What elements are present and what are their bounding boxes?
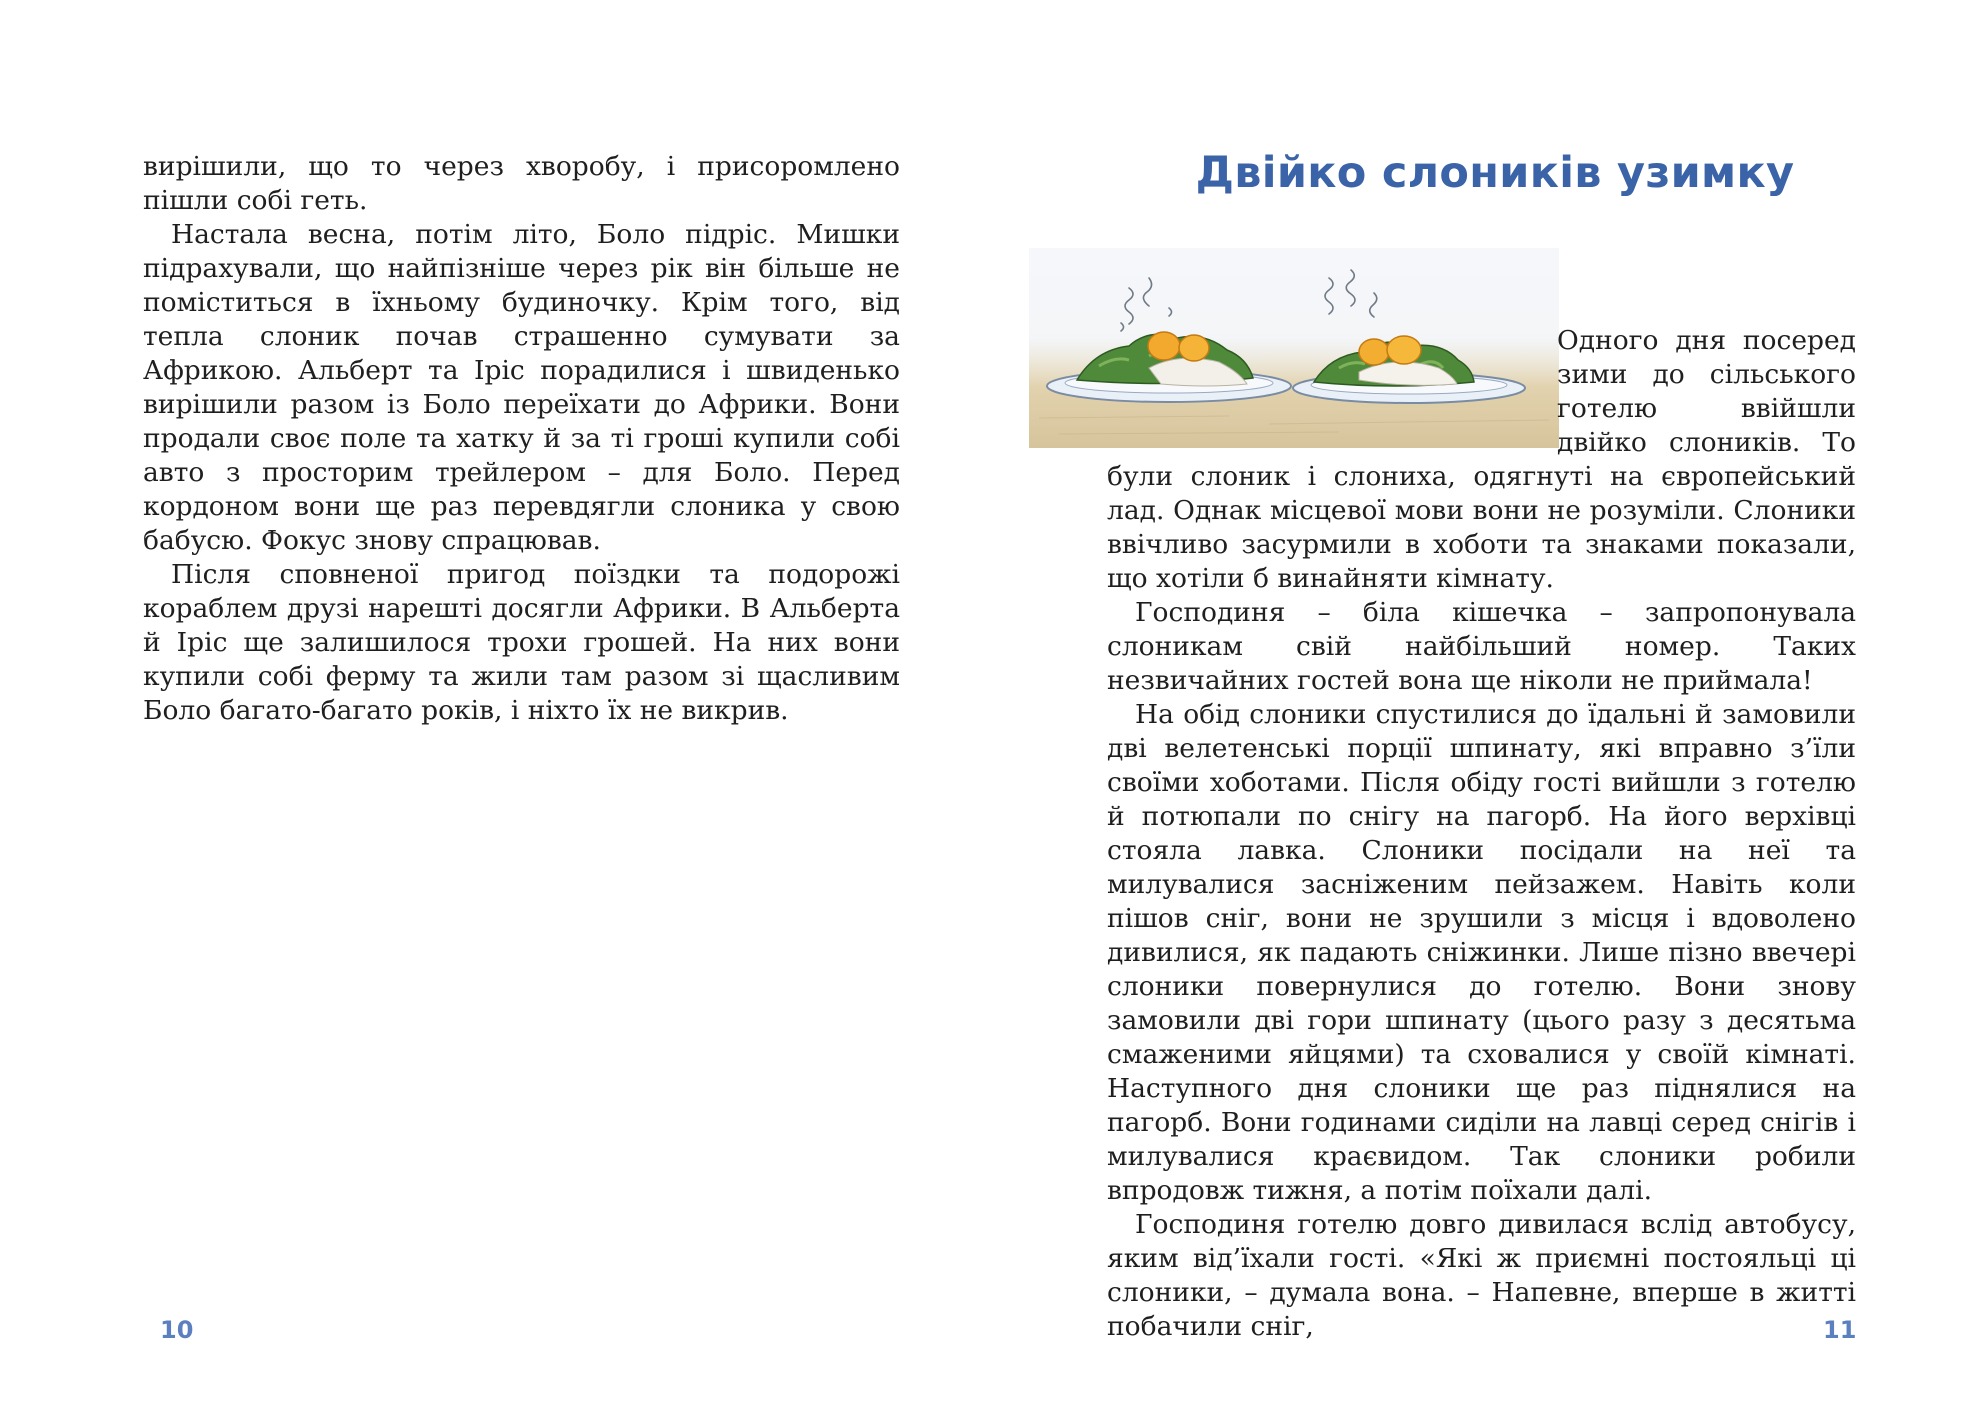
paragraph: вирішили, що то через хворобу, і присоромлено пішли собі геть. (143, 151, 900, 216)
page-number-right: 11 (1823, 1316, 1857, 1344)
chapter-title: Двійко слоників узимку (1195, 148, 1795, 198)
paragraph: Настала весна, потім літо, Боло підріс. Мишки підрахували, що найпізніше через рік він більше не поміститься в їхньому будиночку. Крім того, від тепла слоник почав страшенно сумувати за Африкою. Альберт та Іріс порадилися і швиденько вирішили разом із Боло переїхати до Африки. Вони продали своє поле та хатку й за ті гроші купили собі авто з просторим трейлером – для Боло. Перед кордоном вони ще раз перевдягли слоника у свою бабусю. Фокус знову спрацював. (143, 219, 900, 556)
paragraph: На обід слоники спустилися до їдальні й замовили дві велетенські порції шпинату, які вправно з’їли своїми хоботами. Після обіду гості вийшли з готелю й потюпали по снігу на пагорб. На його верхівці стояла лавка. Слоники посідали на неї та милувалися засніженим пейзажем. Навіть коли пішов сніг, вони не зрушили з місця і вдоволено дивилися, як падають сніжинки. Лише пізно ввечері слоники повернулися до готелю. Вони знову замовили дві гори шпинату (цього разу з десятьма смаженими яйцями) та сховалися у своїй кімнаті. Наступного дня слоники ще раз піднялися на пагорб. Вони годинами сиділи на лавці серед снігів і милувалися краєвидом. Так слоники робили впродовж тижня, а потім поїхали далі. (1107, 699, 1856, 1206)
right-body-text (1107, 324, 1856, 1344)
paragraph: Одного дня посеред зими до сільського готелю ввійшли двійко слоників. То були слоник і слониха, одягнуті на європейський лад. Однак місцевої мови вони не розуміли. Слоники ввічливо засурмили в хоботи та знаками показали, що хотіли б винайняти кімнату. (1107, 325, 1856, 594)
illustration-wrap-space (1107, 324, 1557, 460)
page-number-left: 10 (160, 1316, 194, 1344)
paragraph: Після сповненої пригод поїздки та подорожі кораблем друзі нарешті досягли Африки. В Альберта й Іріс ще залишилося трохи грошей. На них вони купили собі ферму та жили там разом зі щасливим Боло багато-багато років, і ніхто їх не викрив. (143, 559, 900, 726)
paragraph: Господиня готелю довго дивилася вслід автобусу, яким від’їхали гості. «Які ж приємні постояльці ці слоники, – думала вона. – Напевне, вперше в житті побачили сніг, (1107, 1209, 1856, 1342)
right-page (992, 0, 1984, 1417)
paragraph: Господиня – біла кішечка – запропонувала слоникам свій найбільший номер. Таких незвичайних гостей вона ще ніколи не приймала! (1107, 597, 1856, 696)
left-body-text (143, 150, 900, 728)
